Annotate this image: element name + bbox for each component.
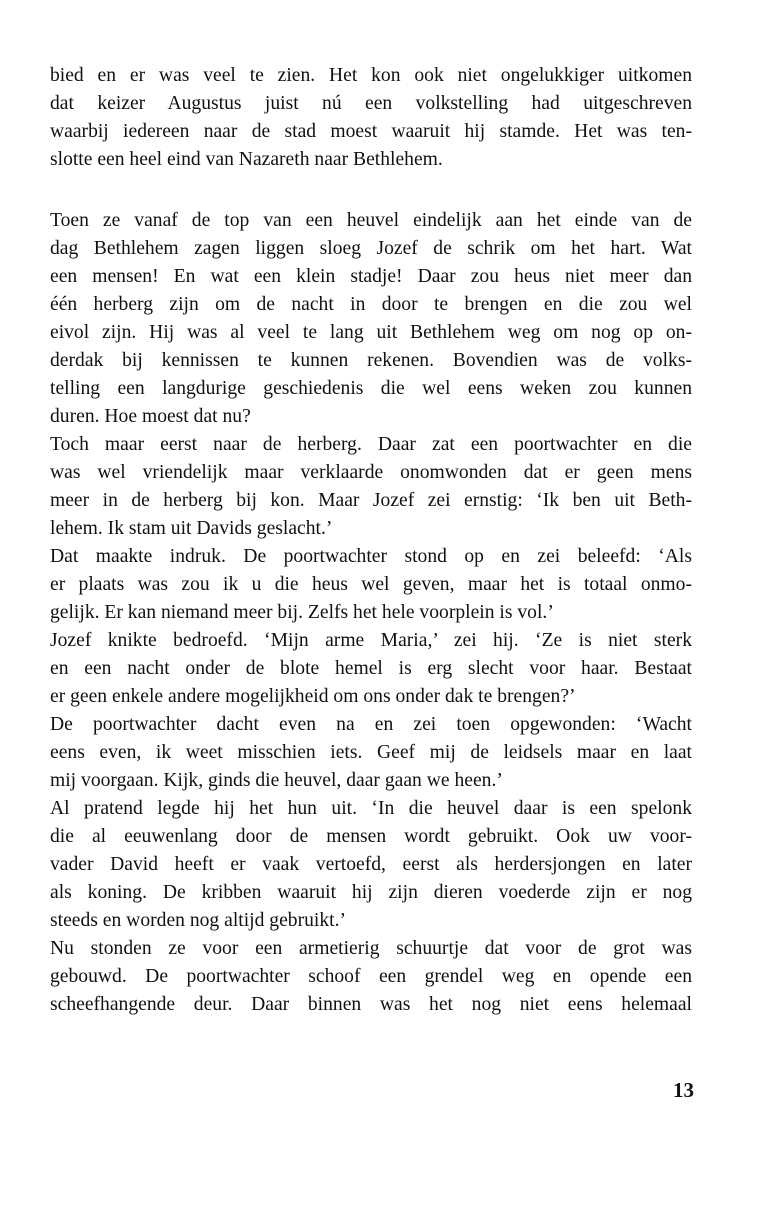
text-line: bied en er was veel te zien. Het kon ook niet ongelukkiger uitkomen — [50, 65, 692, 86]
text-line: die al eeuwenlang door de mensen wordt gebruikt. Ook uw voor- — [50, 826, 692, 847]
text-line: als koning. De kribben waaruit hij zijn dieren voederde zijn er nog — [50, 882, 692, 903]
text-line: lehem. Ik stam uit Davids geslacht.’ — [50, 518, 333, 539]
text-line: was wel vriendelijk maar verklaarde onomwonden dat er geen mens — [50, 462, 692, 483]
text-line: Jozef knikte bedroefd. ‘Mijn arme Maria,’ zei hij. ‘Ze is niet sterk — [50, 630, 692, 651]
text-line: telling een langdurige geschiedenis die wel eens weken zou kunnen — [50, 378, 692, 399]
text-line: vader David heeft er vaak vertoefd, eerst als herdersjongen en later — [50, 854, 692, 875]
text-line: één herberg zijn om de nacht in door te brengen en die zou wel — [50, 294, 692, 315]
text-line: meer in de herberg bij kon. Maar Jozef zei ernstig: ‘Ik ben uit Beth- — [50, 490, 692, 511]
text-line: een mensen! En wat een klein stadje! Daar zou heus niet meer dan — [50, 266, 692, 287]
text-line: dag Bethlehem zagen liggen sloeg Jozef de schrik om het hart. Wat — [50, 238, 692, 259]
text-line: eivol zijn. Hij was al veel te lang uit Bethlehem weg om nog op on- — [50, 322, 692, 343]
text-line: dat keizer Augustus juist nú een volkstelling had uitgeschreven — [50, 93, 692, 114]
text-line: er geen enkele andere mogelijkheid om ons onder dak te brengen?’ — [50, 686, 576, 707]
text-line: waarbij iedereen naar de stad moest waaruit hij stamde. Het was ten- — [50, 121, 692, 142]
text-line: Dat maakte indruk. De poortwachter stond op en zei beleefd: ‘Als — [50, 546, 692, 567]
text-line: duren. Hoe moest dat nu? — [50, 406, 251, 427]
page-number: 13 — [673, 1078, 694, 1102]
text-line: Toch maar eerst naar de herberg. Daar zat een poortwachter en die — [50, 434, 692, 455]
text-line: gebouwd. De poortwachter schoof een grendel weg en opende een — [50, 966, 692, 987]
text-line: Al pratend legde hij het hun uit. ‘In die heuvel daar is een spelonk — [50, 798, 692, 819]
text-line: en een nacht onder de blote hemel is erg slecht voor haar. Bestaat — [50, 658, 692, 679]
text-line: mij voorgaan. Kijk, ginds die heuvel, daar gaan we heen.’ — [50, 770, 503, 791]
text-line: scheefhangende deur. Daar binnen was het nog niet eens helemaal — [50, 994, 692, 1015]
text-line: gelijk. Er kan niemand meer bij. Zelfs het hele voorplein is vol.’ — [50, 602, 554, 623]
text-line: derdak bij kennissen te kunnen rekenen. Bovendien was de volks- — [50, 350, 692, 371]
text-line: Nu stonden ze voor een armetierig schuurtje dat voor de grot was — [50, 938, 692, 959]
text-line: eens even, ik weet misschien iets. Geef mij de leidsels maar en laat — [50, 742, 692, 763]
text-line: steeds en worden nog altijd gebruikt.’ — [50, 910, 347, 931]
text-line: De poortwachter dacht even na en zei toen opgewonden: ‘Wacht — [50, 714, 692, 735]
text-line: Toen ze vanaf de top van een heuvel eindelijk aan het einde van de — [50, 210, 692, 231]
text-line: er plaats was zou ik u die heus wel geven, maar het is totaal onmo- — [50, 574, 692, 595]
text-line: slotte een heel eind van Nazareth naar Bethlehem. — [50, 149, 443, 170]
